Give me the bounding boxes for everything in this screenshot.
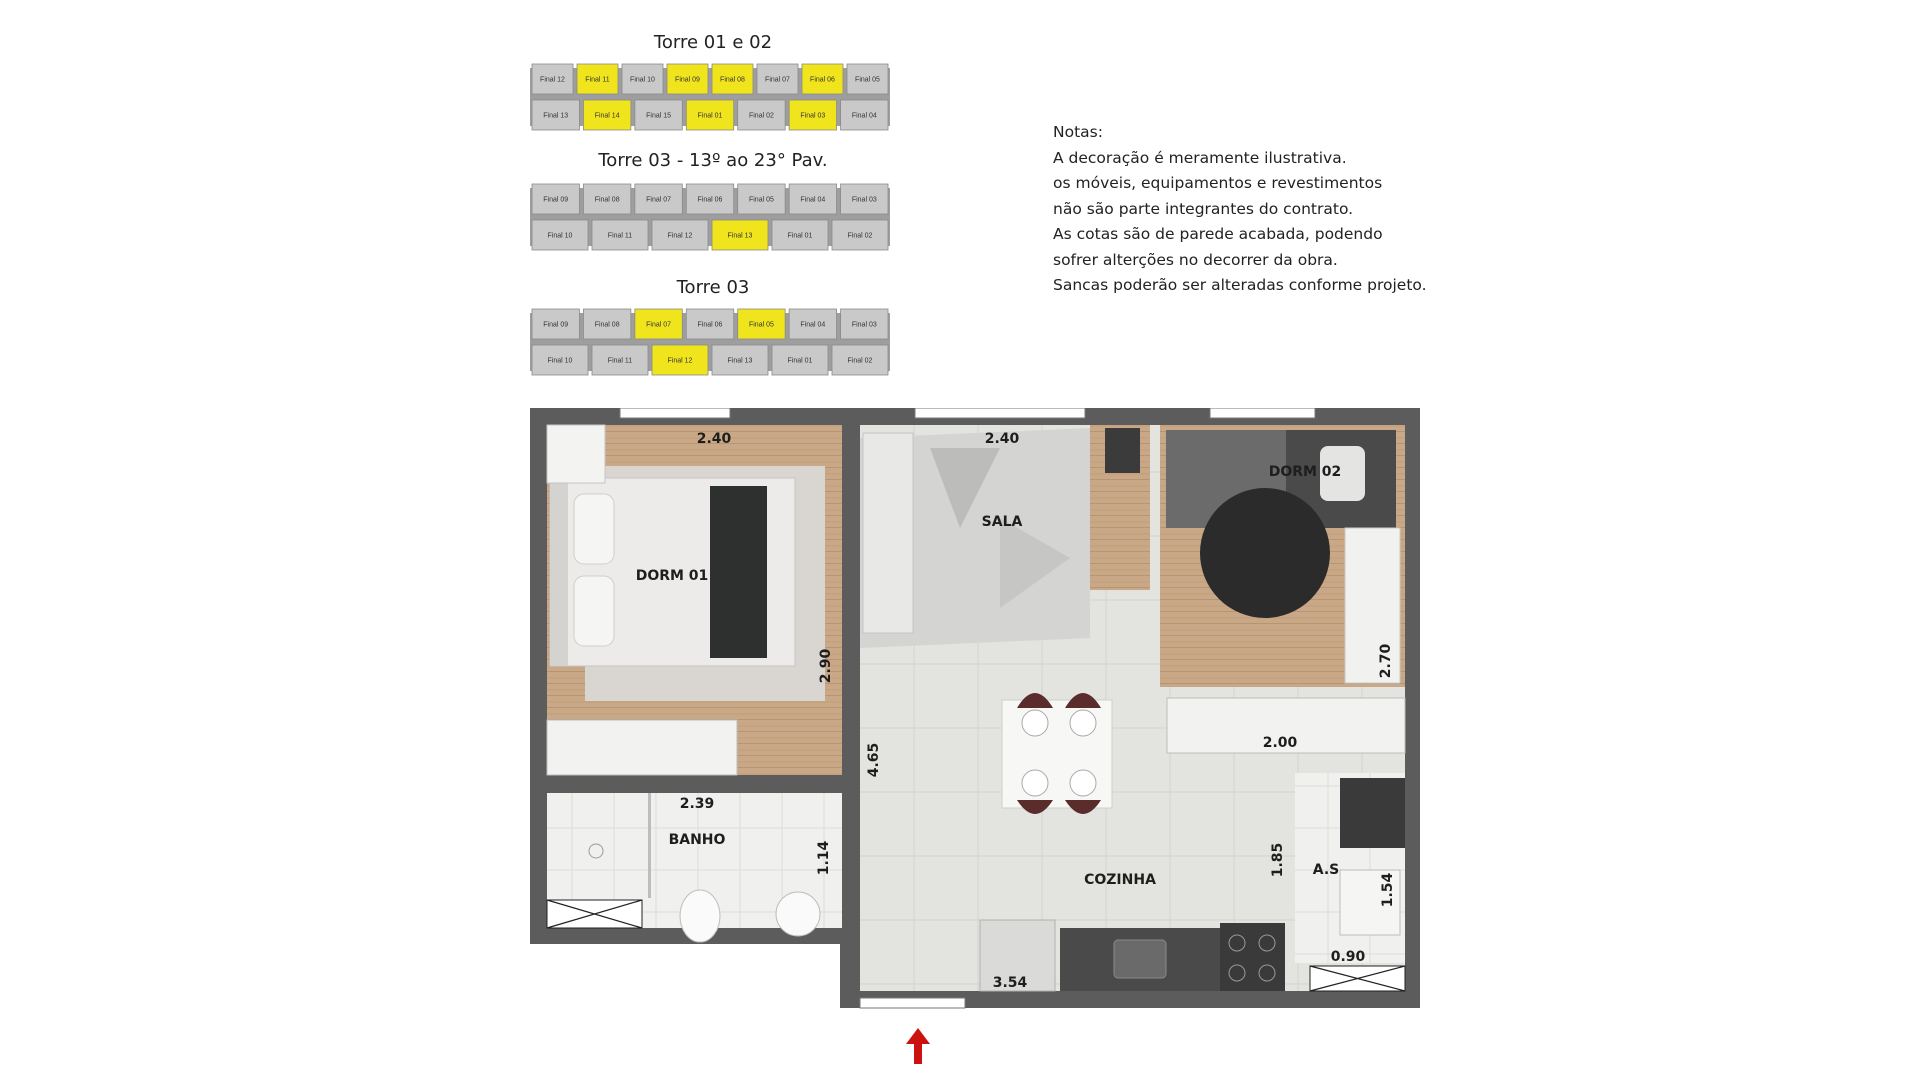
keyplan-unit-label: Final 03: [851, 321, 877, 329]
keyplan-unit-label: Final 07: [765, 76, 790, 84]
keyplan-unit-label: Final 07: [646, 196, 672, 204]
plate-icon: [1070, 770, 1096, 796]
window: [620, 408, 730, 418]
plate-icon: [1070, 710, 1096, 736]
keyplan-unit: [532, 64, 573, 94]
keyplan-unit-label: Final 01: [787, 357, 813, 365]
keyplan-unit-label: Final 10: [547, 357, 573, 365]
keyplan-unit-label: Final 01: [697, 112, 723, 120]
dim-dorm01-depth: 2.90: [818, 648, 834, 684]
dorm01-wardrobe: [547, 425, 605, 483]
dim-as-width: 0.90: [1330, 949, 1366, 965]
keyplan-unit-label: Final 11: [607, 232, 633, 240]
plate-icon: [1022, 770, 1048, 796]
room-label-sala: SALA: [981, 514, 1023, 530]
keyplan-unit: [757, 64, 798, 94]
keyplan-unit-label: Final 06: [697, 321, 723, 329]
keyplan-unit: [592, 220, 648, 250]
dim-hall-length: 4.65: [866, 742, 882, 778]
dim-cozinha-width: 3.54: [992, 975, 1028, 991]
dim-banho-width: 2.39: [679, 796, 715, 812]
keyplan-unit-label: Final 04: [800, 321, 826, 329]
dorm01-closet: [547, 720, 737, 775]
keyplan-unit-label: Final 06: [697, 196, 723, 204]
room-label-cozinha: COZINHA: [1084, 872, 1156, 888]
keyplan-unit: [789, 100, 836, 130]
room-label-as: A.S: [1312, 862, 1340, 878]
keyplan-unit-label: Final 11: [607, 357, 633, 365]
keyplan-unit-label: Final 09: [543, 321, 569, 329]
keyplan-unit: [577, 64, 618, 94]
keyplan-unit: [583, 100, 630, 130]
keyplan-unit-label: Final 07: [646, 321, 672, 329]
notes-block: [1053, 120, 1473, 299]
room-label-dorm02: DORM 02: [1268, 464, 1342, 480]
keyplan-unit: [532, 184, 579, 214]
keyplan-unit: [583, 184, 630, 214]
notes-line: As cotas são de parede acabada, podendo: [1053, 225, 1383, 243]
keyplan-unit-label: Final 11: [585, 76, 610, 84]
keyplan-unit-label: Final 09: [543, 196, 569, 204]
keyplan-unit-label: Final 01: [787, 232, 813, 240]
keyplan-unit: [532, 100, 579, 130]
keyplan-unit: [738, 184, 785, 214]
keyplan-unit: [772, 345, 828, 375]
keyplan-unit: [789, 309, 836, 339]
dining-table: [1002, 700, 1112, 808]
dim-banho-depth: 1.14: [816, 840, 832, 876]
room-label-dorm01: DORM 01: [635, 568, 709, 584]
keyplan-unit: [832, 220, 888, 250]
keyplan-unit-label: Final 12: [667, 357, 693, 365]
keyplan-unit-label: Final 13: [727, 232, 753, 240]
keyplan-unit: [532, 345, 588, 375]
keyplan-unit-label: Final 08: [720, 76, 745, 84]
keyplan-unit: [686, 184, 733, 214]
notes-heading: Notas:: [1053, 123, 1103, 141]
keyplan-unit: [847, 64, 888, 94]
keyplan-unit: [841, 184, 888, 214]
keyplan-unit: [802, 64, 843, 94]
keyplan-unit-label: Final 04: [800, 196, 826, 204]
keyplan-unit: [712, 64, 753, 94]
keyplan-unit: [789, 184, 836, 214]
keyplan-unit: [738, 309, 785, 339]
dim-as-depth: 1.54: [1380, 872, 1396, 908]
dim-sala-width: 2.40: [984, 431, 1020, 447]
keyplan-unit: [712, 220, 768, 250]
keyplan-unit-label: Final 12: [667, 232, 693, 240]
dim-dorm01-width: 2.40: [696, 431, 732, 447]
keyplan-unit: [635, 309, 682, 339]
keyplan-unit-label: Final 04: [851, 112, 877, 120]
tv-console: [1105, 428, 1140, 473]
dorm01-blanket: [710, 486, 767, 658]
keyplan-unit-label: Final 05: [748, 321, 774, 329]
stove: [1220, 923, 1285, 991]
tower-title-2: Torre 03 - 13º ao 23° Pav.: [598, 150, 828, 171]
tower-title-1: Torre 01 e 02: [653, 32, 773, 53]
toilet-icon: [680, 890, 720, 942]
keyplan-unit: [532, 220, 588, 250]
keyplan-unit-label: Final 08: [594, 196, 620, 204]
sofa: [863, 433, 913, 633]
keyplan-unit: [635, 184, 682, 214]
dim-dorm02-closet: 2.00: [1262, 735, 1298, 751]
keyplan-unit-label: Final 02: [748, 112, 774, 120]
washing-machine: [1340, 778, 1405, 848]
window: [1210, 408, 1315, 418]
dorm02-rug: [1200, 488, 1330, 618]
keyplan-unit: [686, 309, 733, 339]
notes-line: não são parte integrantes do contrato.: [1053, 199, 1354, 218]
keyplan-unit-label: Final 02: [847, 357, 873, 365]
notes-line: Sancas poderão ser alteradas conforme projeto.: [1053, 276, 1427, 294]
keyplan-unit-label: Final 05: [748, 196, 774, 204]
keyplan-unit: [712, 345, 768, 375]
keyplan-unit: [738, 100, 785, 130]
keyplan-unit: [592, 345, 648, 375]
keyplan-unit-label: Final 15: [646, 112, 672, 120]
notes-line: A decoração é meramente ilustrativa.: [1053, 148, 1347, 167]
notes-line: sofrer alterções no decorrer da obra.: [1053, 250, 1338, 269]
keyplan-unit-label: Final 03: [800, 112, 826, 120]
kitchen-sink: [1114, 940, 1166, 978]
keyplan-unit-label: Final 13: [543, 112, 569, 120]
keyplan-unit: [532, 309, 579, 339]
sink-icon: [776, 892, 820, 936]
keyplan-unit-label: Final 05: [855, 76, 880, 84]
entrance-door: [860, 998, 965, 1008]
dim-cozinha-depth: 1.85: [1270, 842, 1286, 878]
keyplan-torre-03: [520, 305, 900, 383]
keyplan-unit-label: Final 12: [540, 76, 565, 84]
plate-icon: [1022, 710, 1048, 736]
keyplan-unit-label: Final 10: [547, 232, 573, 240]
keyplan-unit: [652, 345, 708, 375]
keyplan-unit: [832, 345, 888, 375]
keyplan-unit-label: Final 06: [810, 76, 835, 84]
floor-plan: [530, 408, 1430, 1018]
dorm01-headboard: [550, 478, 568, 666]
keyplan-unit: [583, 309, 630, 339]
keyplan-unit: [622, 64, 663, 94]
keyplan-unit-label: Final 08: [594, 321, 620, 329]
window: [915, 408, 1085, 418]
keyplan-torre-03-13-23: [520, 180, 900, 258]
keyplan-unit: [772, 220, 828, 250]
keyplan-unit: [667, 64, 708, 94]
entrance-arrow-icon: [906, 1028, 930, 1064]
keyplan-unit-label: Final 13: [727, 357, 753, 365]
keyplan-unit: [652, 220, 708, 250]
dim-dorm02-depth: 2.70: [1378, 643, 1394, 679]
keyplan-unit: [635, 100, 682, 130]
keyplan-unit-label: Final 10: [630, 76, 655, 84]
keyplan-unit-label: Final 02: [847, 232, 873, 240]
room-label-banho: BANHO: [668, 832, 726, 848]
keyplan-unit: [841, 309, 888, 339]
tower-title-3: Torre 03: [676, 277, 750, 298]
keyplan-unit-label: Final 09: [675, 76, 700, 84]
keyplan-unit: [841, 100, 888, 130]
keyplan-unit: [686, 100, 733, 130]
keyplan-unit-label: Final 14: [594, 112, 620, 120]
keyplan-unit-label: Final 03: [851, 196, 877, 204]
dorm01-pillow: [574, 494, 614, 564]
notes-line: os móveis, equipamentos e revestimentos: [1053, 174, 1383, 192]
banho-shower-divider: [648, 793, 651, 898]
dorm01-pillow: [574, 576, 614, 646]
keyplan-torre-01-02: [520, 60, 900, 134]
